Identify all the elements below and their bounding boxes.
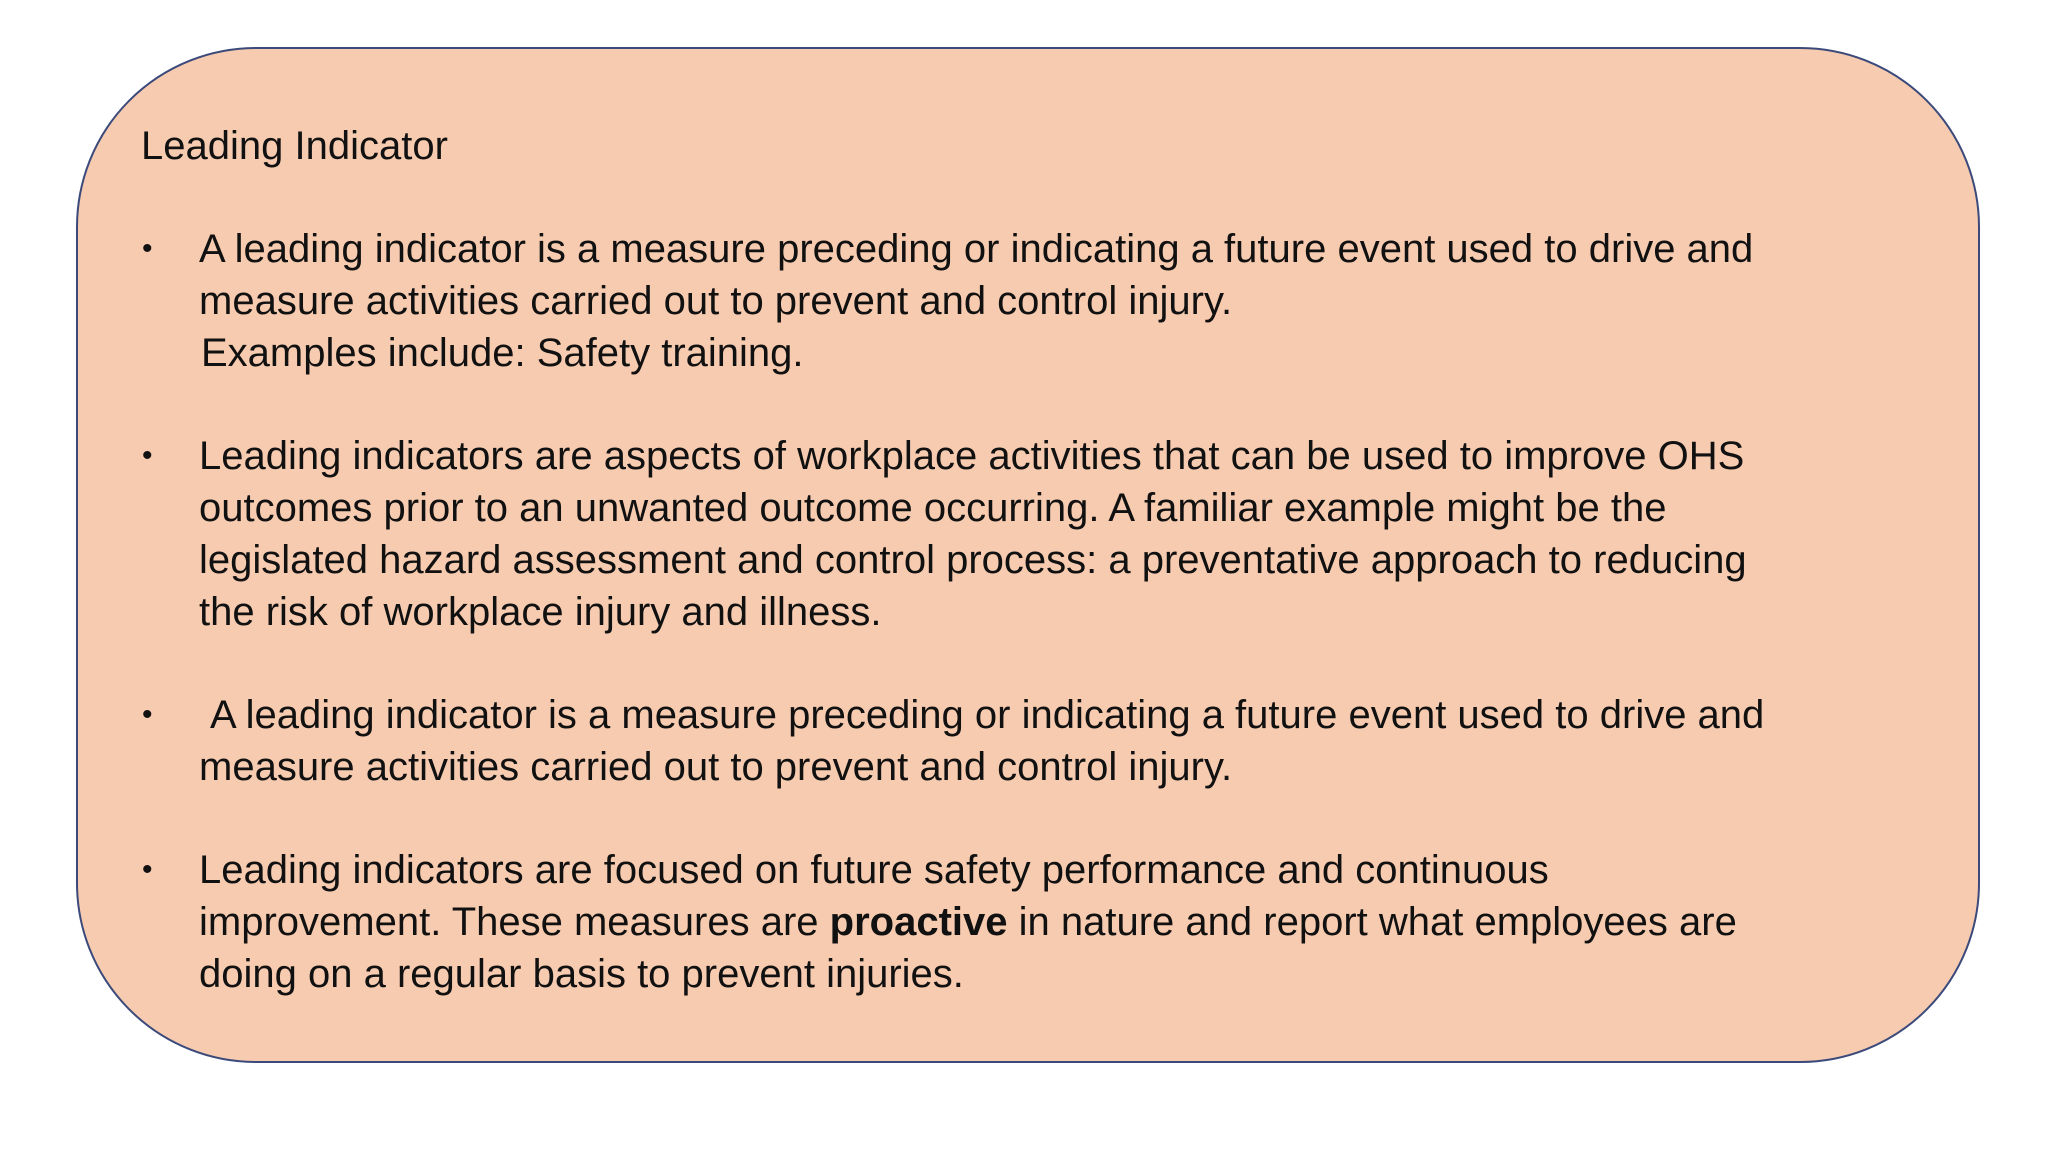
slide-heading: Leading Indicator bbox=[141, 124, 448, 168]
bullet-1-line-1: A leading indicator is a measure preceding or indicating a future event used to drive and bbox=[199, 227, 1754, 271]
bullet-2-line-4: the risk of workplace injury and illness. bbox=[199, 590, 882, 634]
bullet-list bbox=[141, 223, 1901, 1000]
bullet-4-line-2-after: in nature and report what employees are bbox=[1007, 900, 1737, 944]
bullet-item-3 bbox=[141, 689, 1901, 793]
bullet-item-2 bbox=[141, 430, 1901, 638]
bullet-1-line-2: measure activities carried out to prevent and control injury. bbox=[199, 279, 1233, 323]
bullet-4-line-3: doing on a regular basis to prevent injuries. bbox=[199, 952, 964, 996]
bullet-icon: • bbox=[142, 853, 153, 886]
bullet-icon: • bbox=[142, 232, 153, 265]
bullet-4-line-2 bbox=[199, 896, 1901, 948]
bullet-4-line-2-before: improvement. These measures are bbox=[199, 900, 830, 944]
proactive-emphasis: proactive bbox=[829, 900, 1008, 944]
slide-content bbox=[141, 120, 1901, 1000]
bullet-3-line-2: measure activities carried out to prevent and control injury. bbox=[199, 745, 1233, 789]
bullet-1-line-3: Examples include: Safety training. bbox=[201, 331, 804, 375]
bullet-item-4 bbox=[141, 844, 1901, 1000]
bullet-2-line-2: outcomes prior to an unwanted outcome occurring. A familiar example might be the bbox=[199, 486, 1667, 530]
bullet-2-line-3: legislated hazard assessment and control process: a preventative approach to reducing bbox=[199, 538, 1747, 582]
bullet-icon: • bbox=[142, 439, 153, 472]
bullet-item-1 bbox=[141, 223, 1901, 379]
bullet-2-line-1: Leading indicators are aspects of workplace activities that can be used to improve OHS bbox=[199, 434, 1745, 478]
bullet-3-line-1: A leading indicator is a measure preceding or indicating a future event used to drive and bbox=[210, 693, 1765, 737]
bullet-4-line-1: Leading indicators are focused on future safety performance and continuous bbox=[199, 848, 1549, 892]
bullet-icon: • bbox=[142, 698, 153, 731]
